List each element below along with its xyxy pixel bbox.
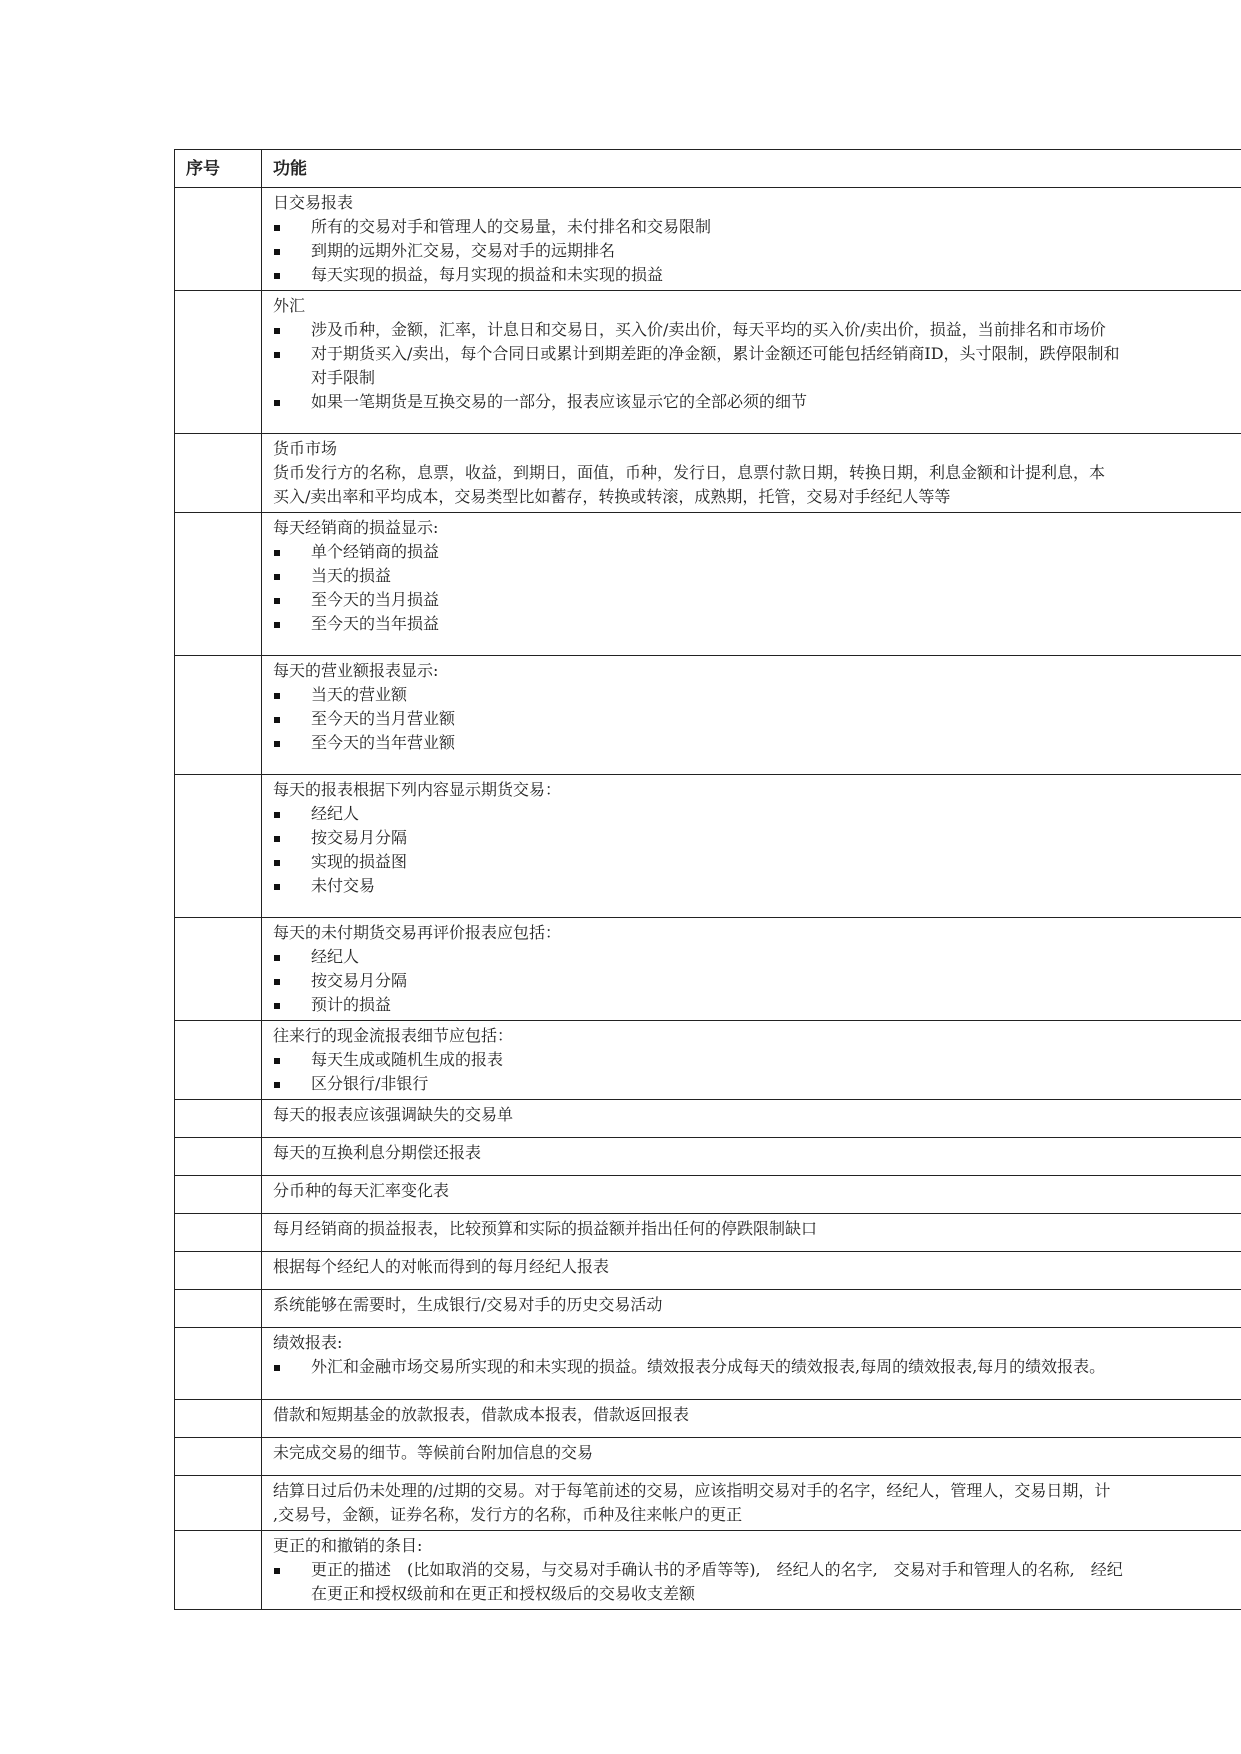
row-title: 绩效报表: bbox=[273, 1333, 343, 1352]
row-number-cell bbox=[175, 1214, 262, 1252]
row-title: 日交易报表 bbox=[273, 193, 354, 212]
bullet-square-icon bbox=[274, 1082, 280, 1088]
row-number-cell bbox=[175, 1021, 262, 1100]
bullet-square-icon bbox=[274, 225, 280, 231]
bullet-square-icon bbox=[274, 741, 280, 747]
table-header-row bbox=[175, 150, 1241, 188]
bullet-item: 当天的损益 bbox=[273, 564, 1241, 588]
row-title: 往来行的现金流报表细节应包括： bbox=[273, 1026, 514, 1045]
function-cell bbox=[262, 1400, 1241, 1438]
bullet-square-icon bbox=[274, 249, 280, 255]
function-cell bbox=[262, 1252, 1241, 1290]
bullet-square-icon bbox=[274, 979, 280, 985]
bullet-square-icon bbox=[274, 884, 280, 890]
bullet-item: 如果一笔期货是互换交易的一部分，报表应该显示它的全部必须的细节 bbox=[273, 390, 1241, 414]
function-cell bbox=[262, 1328, 1241, 1400]
function-cell bbox=[262, 1531, 1241, 1610]
bullet-item: 单个经销商的损益 bbox=[273, 540, 1241, 564]
bullet-item: 经纪人 bbox=[273, 945, 1241, 969]
bullet-square-icon bbox=[274, 955, 280, 961]
bullet-item: 按交易月分隔 bbox=[273, 826, 1241, 850]
function-cell bbox=[262, 1100, 1241, 1138]
table-row bbox=[175, 918, 1241, 1021]
table-row bbox=[175, 656, 1241, 775]
table-row bbox=[175, 775, 1241, 918]
row-number-cell bbox=[175, 1290, 262, 1328]
row-number-cell bbox=[175, 1176, 262, 1214]
row-number-cell bbox=[175, 188, 262, 291]
bullet-square-icon bbox=[274, 812, 280, 818]
table-row bbox=[175, 1531, 1241, 1610]
table-row bbox=[175, 1021, 1241, 1100]
function-cell bbox=[262, 513, 1241, 656]
bullet-square-icon bbox=[274, 273, 280, 279]
bullet-item: 实现的损益图 bbox=[273, 850, 1241, 874]
row-number-cell bbox=[175, 513, 262, 656]
bullet-square-icon bbox=[274, 622, 280, 628]
bullet-square-icon bbox=[274, 352, 280, 358]
bullet-item: 对于期货买入/卖出，每个合同日或累计到期差距的净金额，累计金额还可能包括经销商ID，头寸限制，跌停限制和 bbox=[273, 342, 1241, 366]
row-title: 每天的互换利息分期偿还报表 bbox=[273, 1143, 482, 1162]
row-title: 分币种的每天汇率变化表 bbox=[273, 1181, 450, 1200]
bullet-square-icon bbox=[274, 1003, 280, 1009]
function-cell bbox=[262, 656, 1241, 775]
bullet-square-icon bbox=[274, 400, 280, 406]
bullet-square-icon bbox=[274, 574, 280, 580]
row-number-cell bbox=[175, 1400, 262, 1438]
function-cell bbox=[262, 434, 1241, 513]
bullet-item: 每天实现的损益，每月实现的损益和未实现的损益 bbox=[273, 263, 1241, 287]
row-number-cell bbox=[175, 775, 262, 918]
row-title: 货币市场 bbox=[273, 439, 338, 458]
table-row bbox=[175, 1214, 1241, 1252]
table-row bbox=[175, 1438, 1241, 1476]
function-cell bbox=[262, 291, 1241, 434]
row-title: 借款和短期基金的放款报表，借款成本报表，借款返回报表 bbox=[273, 1405, 690, 1424]
function-table bbox=[174, 149, 1241, 1610]
row-number-cell bbox=[175, 291, 262, 434]
row-title: 更正的和撤销的条目: bbox=[273, 1536, 423, 1555]
table-row bbox=[175, 513, 1241, 656]
row-number-cell bbox=[175, 1138, 262, 1176]
function-cell bbox=[262, 1290, 1241, 1328]
bullet-item: 涉及币种，金额，汇率，计息日和交易日，买入价/卖出价，每天平均的买入价/卖出价，损益，当前排名和市场价 bbox=[273, 318, 1241, 342]
function-cell bbox=[262, 918, 1241, 1021]
bullet-square-icon bbox=[274, 550, 280, 556]
bullet-square-icon bbox=[274, 693, 280, 699]
bullet-square-icon bbox=[274, 598, 280, 604]
row-number-cell bbox=[175, 1252, 262, 1290]
row-number-cell bbox=[175, 1476, 262, 1531]
row-title: 系统能够在需要时，生成银行/交易对手的历史交易活动 bbox=[273, 1295, 663, 1314]
bullet-item: 到期的远期外汇交易，交易对手的远期排名 bbox=[273, 239, 1241, 263]
bullet-item: 每天生成或随机生成的报表 bbox=[273, 1048, 1241, 1072]
bullet-square-icon bbox=[274, 328, 280, 334]
header-number: 序号 bbox=[175, 150, 262, 188]
row-text-line: ,交易号，金额，证券名称，发行方的名称，币种及往来帐户的更正 bbox=[273, 1505, 743, 1524]
row-number-cell bbox=[175, 1438, 262, 1476]
table-row bbox=[175, 1328, 1241, 1400]
bullet-continuation: 对手限制 bbox=[311, 368, 376, 387]
table-row bbox=[175, 434, 1241, 513]
bullet-square-icon bbox=[274, 1365, 280, 1371]
bullet-square-icon bbox=[274, 1568, 280, 1574]
function-cell bbox=[262, 1138, 1241, 1176]
row-number-cell bbox=[175, 434, 262, 513]
row-title: 每天的营业额报表显示: bbox=[273, 661, 439, 680]
bullet-item: 经纪人 bbox=[273, 802, 1241, 826]
row-number-cell bbox=[175, 918, 262, 1021]
bullet-item: 当天的营业额 bbox=[273, 683, 1241, 707]
function-cell bbox=[262, 1438, 1241, 1476]
row-title: 根据每个经纪人的对帐而得到的每月经纪人报表 bbox=[273, 1257, 610, 1276]
row-title: 外汇 bbox=[273, 296, 306, 315]
table-row bbox=[175, 1400, 1241, 1438]
bullet-continuation: 在更正和授权级前和在更正和授权级后的交易收支差额 bbox=[311, 1584, 696, 1603]
bullet-item: 按交易月分隔 bbox=[273, 969, 1241, 993]
bullet-item: 更正的描述 (比如取消的交易，与交易对手确认书的矛盾等等), 经纪人的名字, 交易对手和管理人的名称, 经纪 bbox=[273, 1558, 1241, 1582]
table-row bbox=[175, 1252, 1241, 1290]
row-title: 每月经销商的损益报表，比较预算和实际的损益额并指出任何的停跌限制缺口 bbox=[273, 1219, 818, 1238]
row-text-line: 货币发行方的名称，息票，收益，到期日，面值，币种，发行日，息票付款日期，转换日期，利息金额和计提利息，本 bbox=[273, 463, 1106, 482]
row-title: 每天的报表根据下列内容显示期货交易： bbox=[273, 780, 562, 799]
bullet-item: 所有的交易对手和管理人的交易量，未付排名和交易限制 bbox=[273, 215, 1241, 239]
row-title: 每天的未付期货交易再评价报表应包括： bbox=[273, 923, 562, 942]
row-text-line: 买入/卖出率和平均成本，交易类型比如蓄存，转换或转滚，成熟期，托管，交易对手经纪人等等 bbox=[273, 487, 951, 506]
function-cell bbox=[262, 1214, 1241, 1252]
function-cell bbox=[262, 1176, 1241, 1214]
function-cell bbox=[262, 188, 1241, 291]
row-number-cell bbox=[175, 1531, 262, 1610]
function-cell bbox=[262, 1476, 1241, 1531]
function-cell bbox=[262, 1021, 1241, 1100]
bullet-square-icon bbox=[274, 717, 280, 723]
header-function: 功能 bbox=[262, 150, 1241, 188]
row-title: 每天的报表应该强调缺失的交易单 bbox=[273, 1105, 514, 1124]
bullet-square-icon bbox=[274, 860, 280, 866]
row-number-cell bbox=[175, 1328, 262, 1400]
function-cell bbox=[262, 775, 1241, 918]
bullet-item: 未付交易 bbox=[273, 874, 1241, 898]
row-number-cell bbox=[175, 1100, 262, 1138]
bullet-item: 预计的损益 bbox=[273, 993, 1241, 1017]
bullet-square-icon bbox=[274, 1058, 280, 1064]
table-row bbox=[175, 1476, 1241, 1531]
bullet-item: 至今天的当月损益 bbox=[273, 588, 1241, 612]
row-title: 每天经销商的损益显示: bbox=[273, 518, 439, 537]
table-row bbox=[175, 1290, 1241, 1328]
row-title: 结算日过后仍未处理的/过期的交易。对于每笔前述的交易，应该指明交易对手的名字，经纪人，管理人，交易日期，计 bbox=[273, 1481, 1111, 1500]
bullet-square-icon bbox=[274, 836, 280, 842]
bullet-item: 区分银行/非银行 bbox=[273, 1072, 1241, 1096]
table-row bbox=[175, 188, 1241, 291]
table-row bbox=[175, 1138, 1241, 1176]
bullet-item: 至今天的当年营业额 bbox=[273, 731, 1241, 755]
bullet-item: 至今天的当年损益 bbox=[273, 612, 1241, 636]
bullet-item: 至今天的当月营业额 bbox=[273, 707, 1241, 731]
table-row bbox=[175, 291, 1241, 434]
row-number-cell bbox=[175, 656, 262, 775]
table-row bbox=[175, 1176, 1241, 1214]
row-title: 未完成交易的细节。等候前台附加信息的交易 bbox=[273, 1443, 594, 1462]
table-row bbox=[175, 1100, 1241, 1138]
bullet-item: 外汇和金融市场交易所实现的和未实现的损益。绩效报表分成每天的绩效报表,每周的绩效报表,每月的绩效报表。 bbox=[273, 1355, 1241, 1379]
